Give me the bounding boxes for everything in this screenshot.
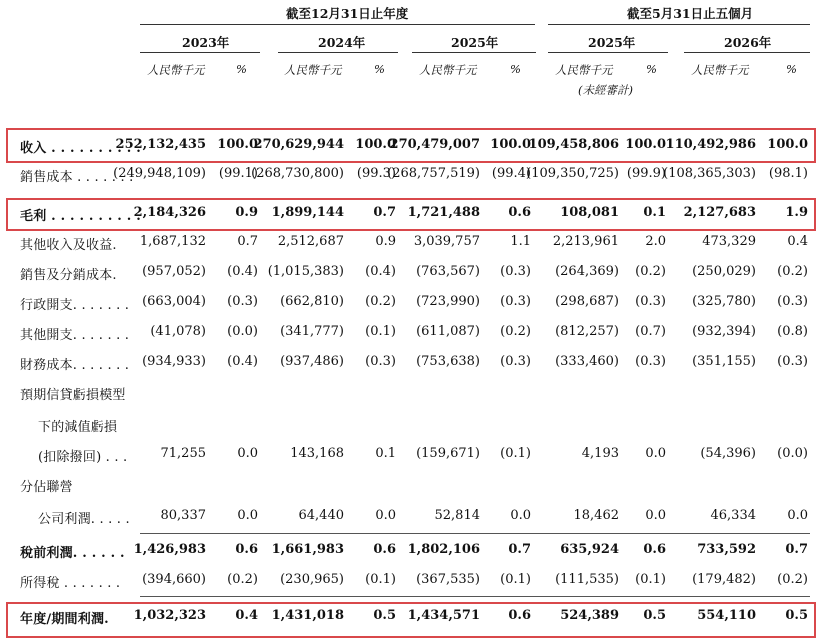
percent-cell: 0.5 xyxy=(373,608,396,623)
percent-cell: 0.0 xyxy=(237,446,258,461)
amount-cell: (250,029) xyxy=(692,264,756,279)
percent-cell: 0.1 xyxy=(375,446,396,461)
percent-cell: 0.7 xyxy=(373,205,396,220)
percent-cell: 0.0 xyxy=(645,508,666,523)
amount-cell: 2,213,961 xyxy=(552,234,619,249)
percent-cell: 2.0 xyxy=(645,234,666,249)
percent-cell: 1.1 xyxy=(510,234,531,249)
percent-cell: (98.1) xyxy=(768,166,808,181)
percent-cell: (0.1) xyxy=(365,324,396,339)
amount-cell: (763,567) xyxy=(416,264,480,279)
amount-cell: 473,329 xyxy=(702,234,756,249)
percent-cell: (0.3) xyxy=(500,354,531,369)
amount-cell: 1,431,018 xyxy=(271,608,344,623)
amount-cell: 2,184,326 xyxy=(133,205,206,220)
row-label: (扣除撥回) . . . xyxy=(38,450,128,465)
row-label: 公司利潤. . . . . xyxy=(38,512,130,527)
amount-cell: (812,257) xyxy=(555,324,619,339)
amount-cell: 733,592 xyxy=(697,542,756,557)
percent-cell: 0.5 xyxy=(785,608,808,623)
percent-cell: (0.0) xyxy=(777,446,808,461)
percent-cell: 0.0 xyxy=(645,446,666,461)
pct-2024: % xyxy=(374,62,385,76)
amount-cell: 635,924 xyxy=(560,542,619,557)
percent-cell: 0.9 xyxy=(375,234,396,249)
row-label: 下的減值虧損 xyxy=(38,420,118,435)
row-label: 銷售及分銷成本. xyxy=(20,268,117,283)
amount-cell: (109,350,725) xyxy=(526,166,619,181)
unit-2026-five-months: 人民幣千元 xyxy=(691,63,749,77)
percent-cell: (0.3) xyxy=(365,354,396,369)
percent-cell: (0.4) xyxy=(227,264,258,279)
percent-cell: (0.3) xyxy=(635,354,666,369)
percent-cell: (0.4) xyxy=(227,354,258,369)
period-2023: 2023年 xyxy=(182,35,230,50)
amount-cell: 1,721,488 xyxy=(407,205,480,220)
amount-cell: 52,814 xyxy=(434,508,480,523)
amount-cell: (394,660) xyxy=(142,572,206,587)
group-title-five-months: 截至5月31日止五個月 xyxy=(627,6,754,21)
percent-cell: 0.7 xyxy=(508,542,531,557)
percent-cell: 100.0 xyxy=(625,137,666,152)
percent-cell: (0.8) xyxy=(777,324,808,339)
unit-2023: 人民幣千元 xyxy=(147,63,205,77)
amount-cell: (753,638) xyxy=(416,354,480,369)
amount-cell: (957,052) xyxy=(142,264,206,279)
percent-cell: (99.3) xyxy=(356,166,396,181)
percent-cell: 100.0 xyxy=(217,137,258,152)
percent-cell: 0.0 xyxy=(510,508,531,523)
amount-cell: (351,155) xyxy=(692,354,756,369)
amount-cell: (341,777) xyxy=(280,324,344,339)
percent-cell: (0.3) xyxy=(635,294,666,309)
amount-cell: 1,802,106 xyxy=(407,542,480,557)
percent-cell: 0.0 xyxy=(375,508,396,523)
percent-cell: 0.0 xyxy=(237,508,258,523)
percent-cell: (99.1) xyxy=(218,166,258,181)
percent-cell: (0.2) xyxy=(500,324,531,339)
amount-cell: (298,687) xyxy=(555,294,619,309)
amount-cell: (367,535) xyxy=(416,572,480,587)
period-2025: 2025年 xyxy=(451,35,499,50)
percent-cell: 0.0 xyxy=(787,508,808,523)
row-label: 年度/期間利潤. xyxy=(20,612,109,627)
percent-cell: (0.2) xyxy=(635,264,666,279)
amount-cell: 524,389 xyxy=(560,608,619,623)
row-label: 所得稅 . . . . . . . xyxy=(20,576,121,591)
percent-cell: 0.1 xyxy=(643,205,666,220)
row-label: 其他收入及收益. xyxy=(20,238,117,253)
percent-cell: 0.4 xyxy=(787,234,808,249)
percent-cell: 0.6 xyxy=(508,205,531,220)
unit-2025: 人民幣千元 xyxy=(419,63,477,77)
percent-cell: 0.5 xyxy=(643,608,666,623)
amount-cell: 270,479,007 xyxy=(389,137,480,152)
row-label: 財務成本. . . . . . . xyxy=(20,358,130,373)
percent-cell: (0.3) xyxy=(777,294,808,309)
amount-cell: (264,369) xyxy=(555,264,619,279)
percent-cell: 0.7 xyxy=(785,542,808,557)
group-rule-full-year xyxy=(140,24,535,25)
amount-cell: 18,462 xyxy=(573,508,619,523)
percent-cell: (99.9) xyxy=(626,166,666,181)
row-label: 銷售成本 . . . . . . . xyxy=(20,170,134,185)
percent-cell: (0.4) xyxy=(365,264,396,279)
amount-cell: 71,255 xyxy=(160,446,206,461)
percent-cell: (0.2) xyxy=(777,572,808,587)
percent-cell: (0.2) xyxy=(777,264,808,279)
percent-cell: (0.3) xyxy=(777,354,808,369)
amount-cell: (41,078) xyxy=(150,324,206,339)
group-title-full-year: 截至12月31日止年度 xyxy=(286,6,409,21)
percent-cell: 0.6 xyxy=(508,608,531,623)
amount-cell: (932,394) xyxy=(692,324,756,339)
percent-cell: (0.3) xyxy=(500,264,531,279)
pct-2026-five-months: % xyxy=(786,62,797,76)
amount-cell: (179,482) xyxy=(692,572,756,587)
amount-cell: (333,460) xyxy=(555,354,619,369)
period-2024: 2024年 xyxy=(318,35,366,50)
amount-cell: (159,671) xyxy=(416,446,480,461)
percent-cell: (0.1) xyxy=(500,446,531,461)
amount-cell: 64,440 xyxy=(298,508,344,523)
percent-cell: (0.2) xyxy=(365,294,396,309)
percent-cell: 0.4 xyxy=(235,608,258,623)
amount-cell: (108,365,303) xyxy=(663,166,756,181)
percent-cell: 0.9 xyxy=(235,205,258,220)
group-rule-five-months xyxy=(548,24,810,25)
period-rule-2026-five-months xyxy=(684,52,810,53)
row-label: 預期信貸虧損模型 xyxy=(20,388,126,403)
amount-cell: (611,087) xyxy=(416,324,480,339)
subtotal-rule-profit xyxy=(140,596,810,597)
period-2025-five-months: 2025年 xyxy=(588,35,636,50)
amount-cell: (111,535) xyxy=(555,572,619,587)
amount-cell: 1,032,323 xyxy=(133,608,206,623)
percent-cell: (99.4) xyxy=(491,166,531,181)
amount-cell: (54,396) xyxy=(700,446,756,461)
amount-cell: 80,337 xyxy=(160,508,206,523)
period-rule-2025-five-months xyxy=(548,52,668,53)
amount-cell: 1,661,983 xyxy=(271,542,344,557)
row-label: 收入 . . . . . . . . . . xyxy=(20,141,141,156)
amount-cell: 110,492,986 xyxy=(665,137,756,152)
percent-cell: (0.7) xyxy=(635,324,666,339)
amount-cell: (663,004) xyxy=(142,294,206,309)
pct-2025-five-months: % xyxy=(646,62,657,76)
amount-cell: (723,990) xyxy=(416,294,480,309)
percent-cell: (0.3) xyxy=(227,294,258,309)
amount-cell: 3,039,757 xyxy=(413,234,480,249)
amount-cell: 143,168 xyxy=(290,446,344,461)
period-2026-five-months: 2026年 xyxy=(724,35,772,50)
amount-cell: 2,127,683 xyxy=(683,205,756,220)
percent-cell: (0.0) xyxy=(227,324,258,339)
percent-cell: (0.1) xyxy=(500,572,531,587)
unit-2025-five-months: 人民幣千元 xyxy=(555,63,613,77)
amount-cell: (934,933) xyxy=(142,354,206,369)
amount-cell: 1,434,571 xyxy=(407,608,480,623)
percent-cell: 1.9 xyxy=(785,205,808,220)
amount-cell: (230,965) xyxy=(280,572,344,587)
pct-2025: % xyxy=(510,62,521,76)
row-label: 稅前利潤. . . . . . xyxy=(20,546,125,561)
amount-cell: (268,730,800) xyxy=(251,166,344,181)
amount-cell: (325,780) xyxy=(692,294,756,309)
unit-2024: 人民幣千元 xyxy=(284,63,342,77)
period-rule-2023 xyxy=(140,52,260,53)
amount-cell: (268,757,519) xyxy=(387,166,480,181)
percent-cell: (0.1) xyxy=(635,572,666,587)
amount-cell: 270,629,944 xyxy=(253,137,344,152)
amount-cell: 252,132,435 xyxy=(115,137,206,152)
period-rule-2024 xyxy=(278,52,398,53)
percent-cell: (0.3) xyxy=(500,294,531,309)
amount-cell: 1,899,144 xyxy=(271,205,344,220)
percent-cell: 0.6 xyxy=(373,542,396,557)
percent-cell: 0.6 xyxy=(643,542,666,557)
amount-cell: (249,948,109) xyxy=(113,166,206,181)
amount-cell: (662,810) xyxy=(280,294,344,309)
amount-cell: 46,334 xyxy=(710,508,756,523)
row-label: 行政開支. . . . . . . xyxy=(20,298,130,313)
percent-cell: 0.6 xyxy=(235,542,258,557)
amount-cell: 108,081 xyxy=(560,205,619,220)
percent-cell: 100.0 xyxy=(490,137,531,152)
percent-cell: 100.0 xyxy=(355,137,396,152)
percent-cell: 100.0 xyxy=(767,137,808,152)
subtotal-rule-pbt xyxy=(140,533,810,534)
amount-cell: 1,426,983 xyxy=(133,542,206,557)
percent-cell: (0.2) xyxy=(227,572,258,587)
period-rule-2025 xyxy=(412,52,536,53)
amount-cell: 4,193 xyxy=(581,446,619,461)
amount-cell: 2,512,687 xyxy=(277,234,344,249)
amount-cell: 554,110 xyxy=(697,608,756,623)
unaudited-note: (未經審計) xyxy=(578,83,633,97)
row-label: 其他開支. . . . . . . xyxy=(20,328,130,343)
amount-cell: (1,015,383) xyxy=(267,264,344,279)
amount-cell: 109,458,806 xyxy=(528,137,619,152)
pct-2023: % xyxy=(236,62,247,76)
row-label: 毛利 . . . . . . . . . . xyxy=(20,209,141,224)
percent-cell: 0.7 xyxy=(237,234,258,249)
amount-cell: (937,486) xyxy=(280,354,344,369)
amount-cell: 1,687,132 xyxy=(139,234,206,249)
row-label: 分佔聯營 xyxy=(20,480,73,495)
percent-cell: (0.1) xyxy=(365,572,396,587)
